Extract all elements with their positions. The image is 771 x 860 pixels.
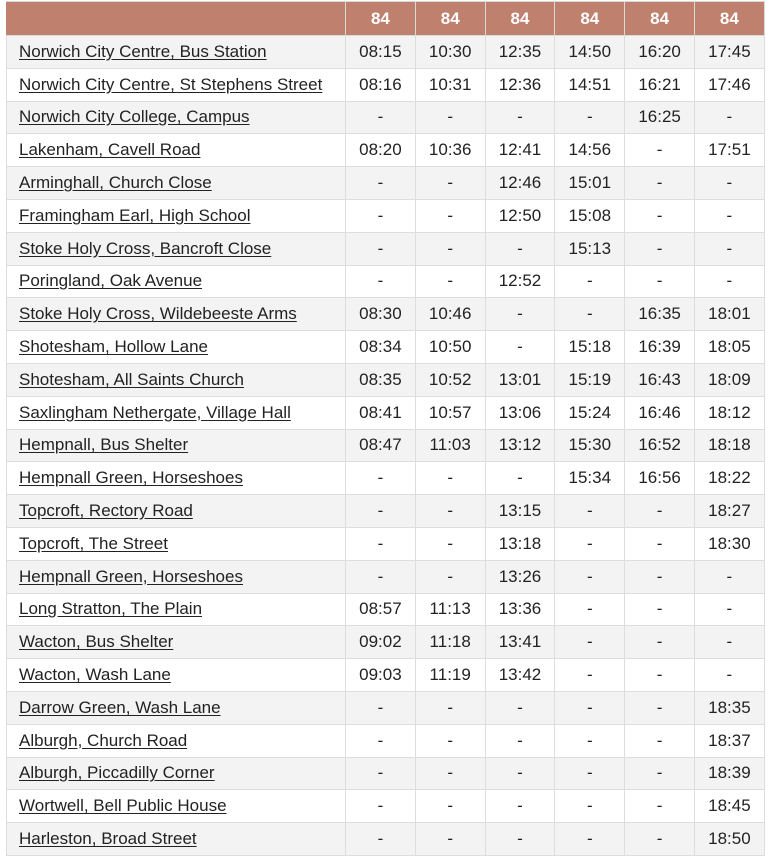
stop-link[interactable]: Arminghall, Church Close xyxy=(19,173,212,193)
departure-time-cell: - xyxy=(555,560,625,593)
table-row xyxy=(7,363,765,396)
stop-name-cell xyxy=(7,36,346,69)
departure-time-cell: - xyxy=(625,593,695,626)
timetable-body xyxy=(7,36,765,856)
departure-time-cell: - xyxy=(346,724,416,757)
departure-time-cell: - xyxy=(346,691,416,724)
route-number-header: 84 xyxy=(555,2,625,36)
departure-time-cell: - xyxy=(625,134,695,167)
header-row xyxy=(7,2,765,36)
departure-time-cell: - xyxy=(694,232,764,265)
departure-time-cell: - xyxy=(485,724,555,757)
stop-name-cell xyxy=(7,495,346,528)
stop-name-cell xyxy=(7,363,346,396)
table-row xyxy=(7,396,765,429)
stop-name-cell xyxy=(7,134,346,167)
departure-time-cell: - xyxy=(415,101,485,134)
departure-time-cell: - xyxy=(555,593,625,626)
departure-time-cell: - xyxy=(625,167,695,200)
table-row xyxy=(7,823,765,856)
stop-name-cell xyxy=(7,626,346,659)
stop-name-cell xyxy=(7,396,346,429)
stop-name-cell xyxy=(7,790,346,823)
bus-timetable xyxy=(6,1,765,856)
departure-time-cell: - xyxy=(415,167,485,200)
departure-time-cell: 08:41 xyxy=(346,396,416,429)
departure-time-cell: - xyxy=(485,691,555,724)
departure-time-cell: 17:51 xyxy=(694,134,764,167)
departure-time-cell: 13:41 xyxy=(485,626,555,659)
stop-name-cell xyxy=(7,659,346,692)
departure-time-cell: 10:57 xyxy=(415,396,485,429)
stop-name-cell xyxy=(7,232,346,265)
departure-time-cell: 08:16 xyxy=(346,68,416,101)
stop-link[interactable]: Alburgh, Piccadilly Corner xyxy=(19,763,215,783)
departure-time-cell: 18:35 xyxy=(694,691,764,724)
departure-time-cell: - xyxy=(346,560,416,593)
departure-time-cell: - xyxy=(346,757,416,790)
stop-link[interactable]: Darrow Green, Wash Lane xyxy=(19,697,221,717)
departure-time-cell: - xyxy=(555,757,625,790)
departure-time-cell: - xyxy=(555,265,625,298)
departure-time-cell: 09:03 xyxy=(346,659,416,692)
departure-time-cell: - xyxy=(555,659,625,692)
departure-time-cell: 14:51 xyxy=(555,68,625,101)
route-number-header: 84 xyxy=(625,2,695,36)
departure-time-cell: 16:46 xyxy=(625,396,695,429)
departure-time-cell: 16:43 xyxy=(625,363,695,396)
table-row xyxy=(7,659,765,692)
departure-time-cell: - xyxy=(625,626,695,659)
departure-time-cell: 08:20 xyxy=(346,134,416,167)
departure-time-cell: 15:24 xyxy=(555,396,625,429)
departure-time-cell: 13:15 xyxy=(485,495,555,528)
departure-time-cell: 10:46 xyxy=(415,298,485,331)
departure-time-cell: 10:36 xyxy=(415,134,485,167)
departure-time-cell: 18:05 xyxy=(694,331,764,364)
departure-time-cell: - xyxy=(485,331,555,364)
table-row xyxy=(7,626,765,659)
departure-time-cell: - xyxy=(555,101,625,134)
stop-name-cell xyxy=(7,429,346,462)
departure-time-cell: - xyxy=(625,199,695,232)
departure-time-cell: 12:41 xyxy=(485,134,555,167)
stop-link[interactable]: Hempnall, Bus Shelter xyxy=(19,435,189,455)
table-row xyxy=(7,265,765,298)
departure-time-cell: - xyxy=(415,691,485,724)
departure-time-cell: - xyxy=(346,199,416,232)
stop-link[interactable]: Poringland, Oak Avenue xyxy=(19,271,203,291)
departure-time-cell: 15:13 xyxy=(555,232,625,265)
departure-time-cell: - xyxy=(346,495,416,528)
table-row xyxy=(7,429,765,462)
departure-time-cell: 16:21 xyxy=(625,68,695,101)
departure-time-cell: - xyxy=(625,560,695,593)
departure-time-cell: - xyxy=(694,101,764,134)
departure-time-cell: - xyxy=(694,265,764,298)
departure-time-cell: 12:52 xyxy=(485,265,555,298)
departure-time-cell: 11:13 xyxy=(415,593,485,626)
departure-time-cell: - xyxy=(694,199,764,232)
stop-link[interactable]: Stoke Holy Cross, Bancroft Close xyxy=(19,238,272,258)
departure-time-cell: - xyxy=(694,626,764,659)
stop-name-cell xyxy=(7,527,346,560)
departure-time-cell: 15:30 xyxy=(555,429,625,462)
departure-time-cell: - xyxy=(346,823,416,856)
departure-time-cell: - xyxy=(485,232,555,265)
stop-link[interactable]: Wortwell, Bell Public House xyxy=(19,796,227,816)
stop-name-cell xyxy=(7,199,346,232)
stop-name-cell xyxy=(7,724,346,757)
departure-time-cell: - xyxy=(415,495,485,528)
departure-time-cell: 13:12 xyxy=(485,429,555,462)
table-row xyxy=(7,593,765,626)
departure-time-cell: - xyxy=(555,527,625,560)
table-row xyxy=(7,560,765,593)
departure-time-cell: - xyxy=(346,167,416,200)
stop-link[interactable]: Topcroft, The Street xyxy=(19,533,168,553)
stop-name-cell xyxy=(7,823,346,856)
departure-time-cell: 15:01 xyxy=(555,167,625,200)
departure-time-cell: 18:50 xyxy=(694,823,764,856)
departure-time-cell: - xyxy=(485,101,555,134)
departure-time-cell: 15:18 xyxy=(555,331,625,364)
departure-time-cell: - xyxy=(415,757,485,790)
stop-name-cell xyxy=(7,331,346,364)
table-row xyxy=(7,36,765,69)
stop-link[interactable]: Hempnall Green, Horseshoes xyxy=(19,566,243,586)
timetable-container xyxy=(6,1,764,856)
departure-time-cell: 16:25 xyxy=(625,101,695,134)
departure-time-cell: 08:34 xyxy=(346,331,416,364)
departure-time-cell: 16:39 xyxy=(625,331,695,364)
departure-time-cell: - xyxy=(555,691,625,724)
departure-time-cell: - xyxy=(415,462,485,495)
stop-link[interactable]: Topcroft, Rectory Road xyxy=(19,501,193,521)
stop-name-cell xyxy=(7,757,346,790)
departure-time-cell: - xyxy=(485,823,555,856)
departure-time-cell: 13:36 xyxy=(485,593,555,626)
table-row xyxy=(7,790,765,823)
stop-link[interactable]: Wacton, Bus Shelter xyxy=(19,632,174,652)
stop-name-cell xyxy=(7,298,346,331)
departure-time-cell: 08:30 xyxy=(346,298,416,331)
departure-time-cell: 12:35 xyxy=(485,36,555,69)
stop-link[interactable]: Long Stratton, The Plain xyxy=(19,599,203,619)
stop-link[interactable]: Saxlingham Nethergate, Village Hall xyxy=(19,402,291,422)
departure-time-cell: - xyxy=(694,167,764,200)
departure-time-cell: - xyxy=(694,659,764,692)
table-row xyxy=(7,232,765,265)
table-row xyxy=(7,199,765,232)
departure-time-cell: 11:19 xyxy=(415,659,485,692)
departure-time-cell: 10:52 xyxy=(415,363,485,396)
departure-time-cell: - xyxy=(555,724,625,757)
route-number-header: 84 xyxy=(694,2,764,36)
departure-time-cell: - xyxy=(625,495,695,528)
departure-time-cell: - xyxy=(346,790,416,823)
timetable-header xyxy=(7,2,765,36)
departure-time-cell: - xyxy=(625,659,695,692)
table-row xyxy=(7,757,765,790)
table-row xyxy=(7,691,765,724)
departure-time-cell: 18:01 xyxy=(694,298,764,331)
table-row xyxy=(7,167,765,200)
departure-time-cell: 16:35 xyxy=(625,298,695,331)
departure-time-cell: 08:47 xyxy=(346,429,416,462)
departure-time-cell: - xyxy=(555,495,625,528)
stop-link[interactable]: Norwich City Centre, Bus Station xyxy=(19,41,267,61)
departure-time-cell: 18:37 xyxy=(694,724,764,757)
departure-time-cell: - xyxy=(415,199,485,232)
route-number-header: 84 xyxy=(485,2,555,36)
departure-time-cell: 16:20 xyxy=(625,36,695,69)
departure-time-cell: - xyxy=(346,527,416,560)
departure-time-cell: - xyxy=(625,232,695,265)
departure-time-cell: - xyxy=(555,298,625,331)
departure-time-cell: 16:56 xyxy=(625,462,695,495)
departure-time-cell: 13:01 xyxy=(485,363,555,396)
departure-time-cell: - xyxy=(694,560,764,593)
table-row xyxy=(7,101,765,134)
departure-time-cell: 14:50 xyxy=(555,36,625,69)
departure-time-cell: - xyxy=(346,232,416,265)
departure-time-cell: 18:18 xyxy=(694,429,764,462)
stop-link[interactable]: Stoke Holy Cross, Wildebeeste Arms xyxy=(19,304,297,324)
departure-time-cell: - xyxy=(625,823,695,856)
departure-time-cell: 13:42 xyxy=(485,659,555,692)
departure-time-cell: - xyxy=(485,757,555,790)
departure-time-cell: 14:56 xyxy=(555,134,625,167)
stop-link[interactable]: Shotesham, Hollow Lane xyxy=(19,337,209,357)
departure-time-cell: 12:36 xyxy=(485,68,555,101)
departure-time-cell: - xyxy=(625,724,695,757)
departure-time-cell: - xyxy=(415,265,485,298)
stop-link[interactable]: Framingham Earl, High School xyxy=(19,205,251,225)
departure-time-cell: 18:45 xyxy=(694,790,764,823)
stop-link[interactable]: Norwich City College, Campus xyxy=(19,107,250,127)
departure-time-cell: - xyxy=(625,691,695,724)
stop-link[interactable]: Harleston, Broad Street xyxy=(19,829,197,849)
departure-time-cell: 17:46 xyxy=(694,68,764,101)
departure-time-cell: - xyxy=(625,527,695,560)
departure-time-cell: - xyxy=(625,790,695,823)
table-row xyxy=(7,134,765,167)
table-row xyxy=(7,331,765,364)
departure-time-cell: 11:18 xyxy=(415,626,485,659)
route-number-header: 84 xyxy=(415,2,485,36)
departure-time-cell: 09:02 xyxy=(346,626,416,659)
departure-time-cell: - xyxy=(415,232,485,265)
stop-link[interactable]: Norwich City Centre, St Stephens Street xyxy=(19,74,323,94)
departure-time-cell: 12:50 xyxy=(485,199,555,232)
departure-time-cell: - xyxy=(485,298,555,331)
departure-time-cell: - xyxy=(346,265,416,298)
departure-time-cell: 18:22 xyxy=(694,462,764,495)
departure-time-cell: 18:30 xyxy=(694,527,764,560)
table-row xyxy=(7,495,765,528)
table-row xyxy=(7,298,765,331)
departure-time-cell: - xyxy=(485,462,555,495)
table-row xyxy=(7,68,765,101)
departure-time-cell: - xyxy=(485,790,555,823)
departure-time-cell: 15:08 xyxy=(555,199,625,232)
departure-time-cell: - xyxy=(555,626,625,659)
departure-time-cell: 17:45 xyxy=(694,36,764,69)
departure-time-cell: 15:34 xyxy=(555,462,625,495)
stop-link[interactable]: Hempnall Green, Horseshoes xyxy=(19,468,243,488)
departure-time-cell: - xyxy=(694,593,764,626)
stop-name-cell xyxy=(7,265,346,298)
departure-time-cell: - xyxy=(555,823,625,856)
departure-time-cell: - xyxy=(415,560,485,593)
departure-time-cell: - xyxy=(555,790,625,823)
departure-time-cell: 18:39 xyxy=(694,757,764,790)
departure-time-cell: 08:35 xyxy=(346,363,416,396)
departure-time-cell: - xyxy=(625,265,695,298)
departure-time-cell: 13:06 xyxy=(485,396,555,429)
stop-name-cell xyxy=(7,560,346,593)
departure-time-cell: 11:03 xyxy=(415,429,485,462)
departure-time-cell: 16:52 xyxy=(625,429,695,462)
departure-time-cell: - xyxy=(415,823,485,856)
departure-time-cell: 18:12 xyxy=(694,396,764,429)
departure-time-cell: - xyxy=(415,527,485,560)
departure-time-cell: 10:50 xyxy=(415,331,485,364)
departure-time-cell: 18:27 xyxy=(694,495,764,528)
departure-time-cell: - xyxy=(346,462,416,495)
stop-link[interactable]: Alburgh, Church Road xyxy=(19,730,188,750)
table-row xyxy=(7,462,765,495)
departure-time-cell: 13:26 xyxy=(485,560,555,593)
table-row xyxy=(7,527,765,560)
route-number-header: 84 xyxy=(346,2,416,36)
stop-link[interactable]: Shotesham, All Saints Church xyxy=(19,369,244,389)
stop-link[interactable]: Lakenham, Cavell Road xyxy=(19,140,201,160)
stop-name-cell xyxy=(7,167,346,200)
departure-time-cell: 12:46 xyxy=(485,167,555,200)
departure-time-cell: 10:30 xyxy=(415,36,485,69)
departure-time-cell: - xyxy=(625,757,695,790)
departure-time-cell: 18:09 xyxy=(694,363,764,396)
departure-time-cell: 13:18 xyxy=(485,527,555,560)
departure-time-cell: 10:31 xyxy=(415,68,485,101)
departure-time-cell: - xyxy=(415,724,485,757)
departure-time-cell: 08:15 xyxy=(346,36,416,69)
departure-time-cell: 08:57 xyxy=(346,593,416,626)
departure-time-cell: - xyxy=(415,790,485,823)
stop-column-header xyxy=(7,2,346,36)
stop-name-cell xyxy=(7,101,346,134)
stop-name-cell xyxy=(7,68,346,101)
departure-time-cell: - xyxy=(346,101,416,134)
departure-time-cell: 15:19 xyxy=(555,363,625,396)
stop-name-cell xyxy=(7,462,346,495)
stop-name-cell xyxy=(7,691,346,724)
stop-link[interactable]: Wacton, Wash Lane xyxy=(19,665,171,685)
table-row xyxy=(7,724,765,757)
stop-name-cell xyxy=(7,593,346,626)
